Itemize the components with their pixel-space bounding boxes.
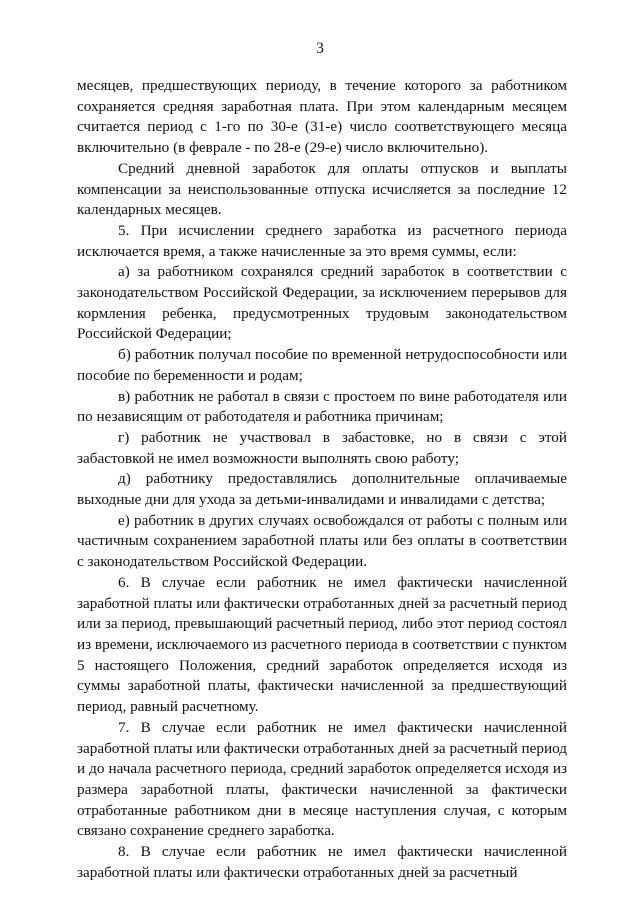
paragraph-clause-5v: в) работник не работал в связи с простоем по вине работодателя или по независящим от работодателя и работника причинам; — [77, 387, 567, 426]
paragraph-continuation: месяцев, предшествующих периоду, в течение которого за работником сохраняется средняя заработная плата. При этом календарным месяцем считается период с 1-го по 30-е (31-е) число соответствующего месяца включительно (в феврале - по 28-е (29-е) число включительно). — [77, 77, 567, 157]
paragraph-clause-5e: е) работник в других случаях освобождался от работы с полным или частичным сохранением заработной платы или без оплаты в соответствии с законодательством Российской Федерации. — [77, 511, 567, 571]
paragraph-average-daily-earnings: Средний дневной заработок для оплаты отпусков и выплаты компенсации за неиспользованные отпуска исчисляется за последние 12 календарных месяцев. — [77, 159, 567, 219]
paragraph-clause-5d: д) работнику предоставлялись дополнительные оплачиваемые выходные дни для ухода за детьми-инвалидами и инвалидами с детства; — [77, 470, 567, 509]
document-body — [77, 76, 567, 883]
page-number: 3 — [316, 40, 324, 57]
paragraph-clause-5b: б) работник получал пособие по временной нетрудоспособности или пособие по беременности и родам; — [77, 346, 567, 384]
paragraph-clause-5: 5. При исчислении среднего заработка из расчетного периода исключается время, а также начисленные за это время суммы, если: — [77, 221, 567, 260]
paragraph-clause-8: 8. В случае если работник не имел фактически начисленной заработной платы или фактически отработанных дней за расчетный — [77, 843, 567, 881]
paragraph-clause-7: 7. В случае если работник не имел фактически начисленной заработной платы или фактически отработанных дней за расчетный период и до начала расчетного периода, средний заработок определяется исходя из размера заработной платы, фактически начисленной за фактически отработанные работником дни в месяце наступления случая, с которым связано сохранение среднего заработка. — [77, 718, 567, 840]
paragraph-clause-6: 6. В случае если работник не имел фактически начисленной заработной платы или фактически отработанных дней за расчетный период или за период, превышающий расчетный период, либо этот период состоял из времени, исключаемого из расчетного периода в соответствии с пунктом 5 настоящего Положения, средний заработок определяется исходя из суммы заработной платы, фактически начисленной за предшествующий период, равный расчетному. — [77, 573, 567, 716]
paragraph-clause-5a: а) за работником сохранялся средний заработок в соответствии с законодательством Российской Федерации, за исключением перерывов для кормления ребенка, предусмотренных трудовым законодательством Российской Федерации; — [77, 263, 567, 343]
paragraph-clause-5g: г) работник не участвовал в забастовке, но в связи с этой забастовкой не имел возможности выполнять свою работу; — [77, 428, 567, 467]
